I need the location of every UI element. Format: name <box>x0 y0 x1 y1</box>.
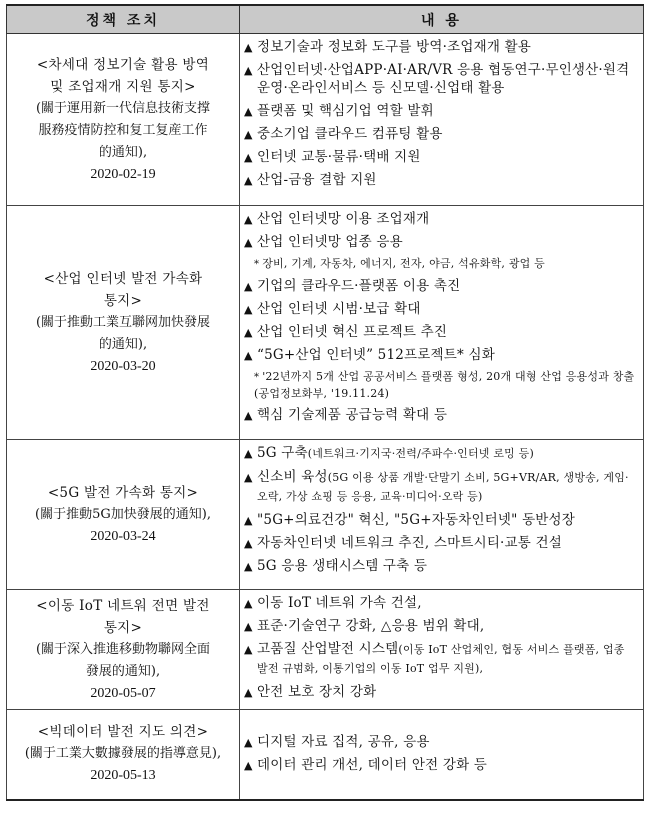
content-cell <box>240 710 644 800</box>
policy-date: 2020-05-13 <box>90 768 156 784</box>
list-item: ▲ 신소비 육성(5G 이용 상품 개발·단말기 소비, 5G+VR/AR, 생방송, 게임·오락, 가상 쇼핑 등 응용, 교육·미디어·오락 등) <box>244 469 629 503</box>
policy-title: <빅데이터 발전 지도 의견> <box>37 724 209 741</box>
list-item: ▲ 산업인터넷·산업APP·AI·AR/VR 응용 협동연구·무인생산·원격운영·온라인서비스 등 신모델·신업태 활용 <box>244 62 630 96</box>
policy-table-document <box>6 4 643 801</box>
list-item: ▲ 표준·기술연구 강화, △응용 범위 확대, <box>244 618 485 634</box>
list-item: ▲ 산업 인터넷망 업종 응용 <box>244 234 403 250</box>
triangle-bullet-icon: ▲ <box>244 41 253 54</box>
policy-title: <산업 인터넷 발전 가속화 <box>43 270 203 287</box>
triangle-bullet-icon: ▲ <box>244 64 253 77</box>
policy-cell <box>7 206 240 440</box>
list-item: ▲ 기업의 클라우드·플랫폼 이용 촉진 <box>244 278 461 294</box>
header-row <box>7 5 644 34</box>
table-row <box>7 440 644 590</box>
triangle-bullet-icon: ▲ <box>244 686 253 699</box>
triangle-bullet-icon: ▲ <box>244 349 253 362</box>
list-item: ▲ 고품질 산업발전 시스템(이동 IoT 산업체인, 협동 서비스 플랫폼, 업종 발전 규범화, 이통기업의 이동 IoT 업무 지원), <box>244 641 625 675</box>
policy-chinese-title: (關于運用新一代信息技術支撑 <box>35 100 211 116</box>
table-row <box>7 710 644 800</box>
policy-title: 통지> <box>103 292 143 309</box>
list-item: ▲ 데이터 관리 개선, 데이터 안전 강화 등 <box>244 756 488 773</box>
policy-chinese-title: (關于深入推進移動物聯网全面 <box>35 641 211 657</box>
policy-chinese-title: 發展的通知), <box>85 663 161 679</box>
triangle-bullet-icon: ▲ <box>244 471 253 484</box>
policy-cell <box>7 440 240 590</box>
triangle-bullet-icon: ▲ <box>244 560 253 573</box>
triangle-bullet-icon: ▲ <box>244 620 253 633</box>
list-item: ▲ 플랫폼 및 핵심기업 역할 발휘 <box>244 103 434 119</box>
table-row <box>7 34 644 206</box>
triangle-bullet-icon: ▲ <box>244 643 253 656</box>
list-item: ▲ "5G+의료건강" 혁신, "5G+자동차인터넷" 동반성장 <box>244 512 576 528</box>
list-item: ▲ 산업 인터넷 혁신 프로젝트 추진 <box>244 324 448 340</box>
policy-date: 2020-03-24 <box>90 528 156 544</box>
triangle-bullet-icon: ▲ <box>244 735 253 749</box>
asterisk-icon: * <box>254 372 260 383</box>
policy-chinese-title: (關于推動工業互聯网加快發展 <box>35 314 211 330</box>
table-row <box>7 590 644 710</box>
list-item: ▲ 산업 인터넷 시범·보급 확대 <box>244 301 421 317</box>
policy-table <box>6 4 644 801</box>
triangle-bullet-icon: ▲ <box>244 174 253 187</box>
table-row <box>7 206 644 440</box>
policy-title: 통지> <box>103 619 143 636</box>
policy-cell <box>7 590 240 710</box>
policy-cell <box>7 710 240 800</box>
triangle-bullet-icon: ▲ <box>244 597 253 610</box>
list-item: ▲ 자동차인터넷 네트워크 추진, 스마트시티·교통 건설 <box>244 535 563 551</box>
list-item: ▲ 디지털 자료 집적, 공유, 응용 <box>244 733 430 750</box>
triangle-bullet-icon: ▲ <box>244 303 253 316</box>
triangle-bullet-icon: ▲ <box>244 514 253 527</box>
list-item: ▲ 정보기술과 정보화 도구를 방역·조업재개 활용 <box>244 39 532 55</box>
triangle-bullet-icon: ▲ <box>244 326 253 339</box>
policy-title: <차세대 정보기술 활용 방역 <box>36 56 210 73</box>
triangle-bullet-icon: ▲ <box>244 105 253 118</box>
triangle-bullet-icon: ▲ <box>244 151 253 164</box>
list-item: ▲ 이동 IoT 네트워 가속 건설, <box>244 595 422 611</box>
policy-chinese-title: 服務疫情防控和复工复産工作 <box>38 122 208 138</box>
policy-chinese-title: 的通知), <box>98 144 148 160</box>
list-item: ▲ 5G 응용 생태시스템 구축 등 <box>244 558 428 574</box>
list-item: ▲ 안전 보호 장치 강화 <box>244 684 377 700</box>
policy-cell <box>7 34 240 206</box>
header-content: 내 용 <box>240 5 644 34</box>
content-cell <box>240 34 644 206</box>
triangle-bullet-icon: ▲ <box>244 280 253 293</box>
policy-date: 2020-05-07 <box>90 685 156 701</box>
triangle-bullet-icon: ▲ <box>244 409 253 422</box>
list-item: ▲ 핵심 기술제품 공급능력 확대 등 <box>244 407 448 423</box>
asterisk-icon: * <box>254 259 260 270</box>
content-cell <box>240 440 644 590</box>
footnote: * '22년까지 5개 산업 공공서비스 플랫폼 형성, 20개 대형 산업 응용성과 창출(공업정보화부, '19.11.24) <box>254 370 635 400</box>
header-policy: 정책 조치 <box>7 5 240 34</box>
triangle-bullet-icon: ▲ <box>244 447 253 460</box>
policy-title: <이동 IoT 네트워 전면 발전 <box>36 597 210 614</box>
triangle-bullet-icon: ▲ <box>244 236 253 249</box>
triangle-bullet-icon: ▲ <box>244 758 253 772</box>
content-cell <box>240 206 644 440</box>
list-item: ▲ 산업-금융 결합 지원 <box>244 172 377 188</box>
content-cell <box>240 590 644 710</box>
policy-chinese-title: (關于工業大數據發展的指導意見), <box>24 746 222 762</box>
policy-title: <5G 발전 가속화 통지> <box>47 484 199 501</box>
policy-date: 2020-02-19 <box>90 166 156 182</box>
triangle-bullet-icon: ▲ <box>244 213 253 226</box>
policy-title: 및 조업재개 지원 통지> <box>50 78 196 95</box>
triangle-bullet-icon: ▲ <box>244 537 253 550</box>
triangle-bullet-icon: ▲ <box>244 128 253 141</box>
list-item: ▲ 인터넷 교통·물류·택배 지원 <box>244 149 421 165</box>
list-item: ▲ 5G 구축(네트워크·기지국·전력/주파수·인터넷 로밍 등) <box>244 445 534 461</box>
list-item: ▲ “5G+산업 인터넷” 512프로젝트* 심화 <box>244 347 495 363</box>
policy-chinese-title: (關于推動5G加快發展的通知), <box>35 506 211 522</box>
policy-chinese-title: 的通知), <box>98 336 148 352</box>
policy-date: 2020-03-20 <box>90 358 156 374</box>
list-item: ▲ 산업 인터넷망 이용 조업재개 <box>244 211 430 227</box>
list-item: ▲ 중소기업 클라우드 컴퓨팅 활용 <box>244 126 443 142</box>
footnote: * 장비, 기계, 자동차, 에너지, 전자, 야금, 석유화학, 광업 등 <box>254 257 545 270</box>
